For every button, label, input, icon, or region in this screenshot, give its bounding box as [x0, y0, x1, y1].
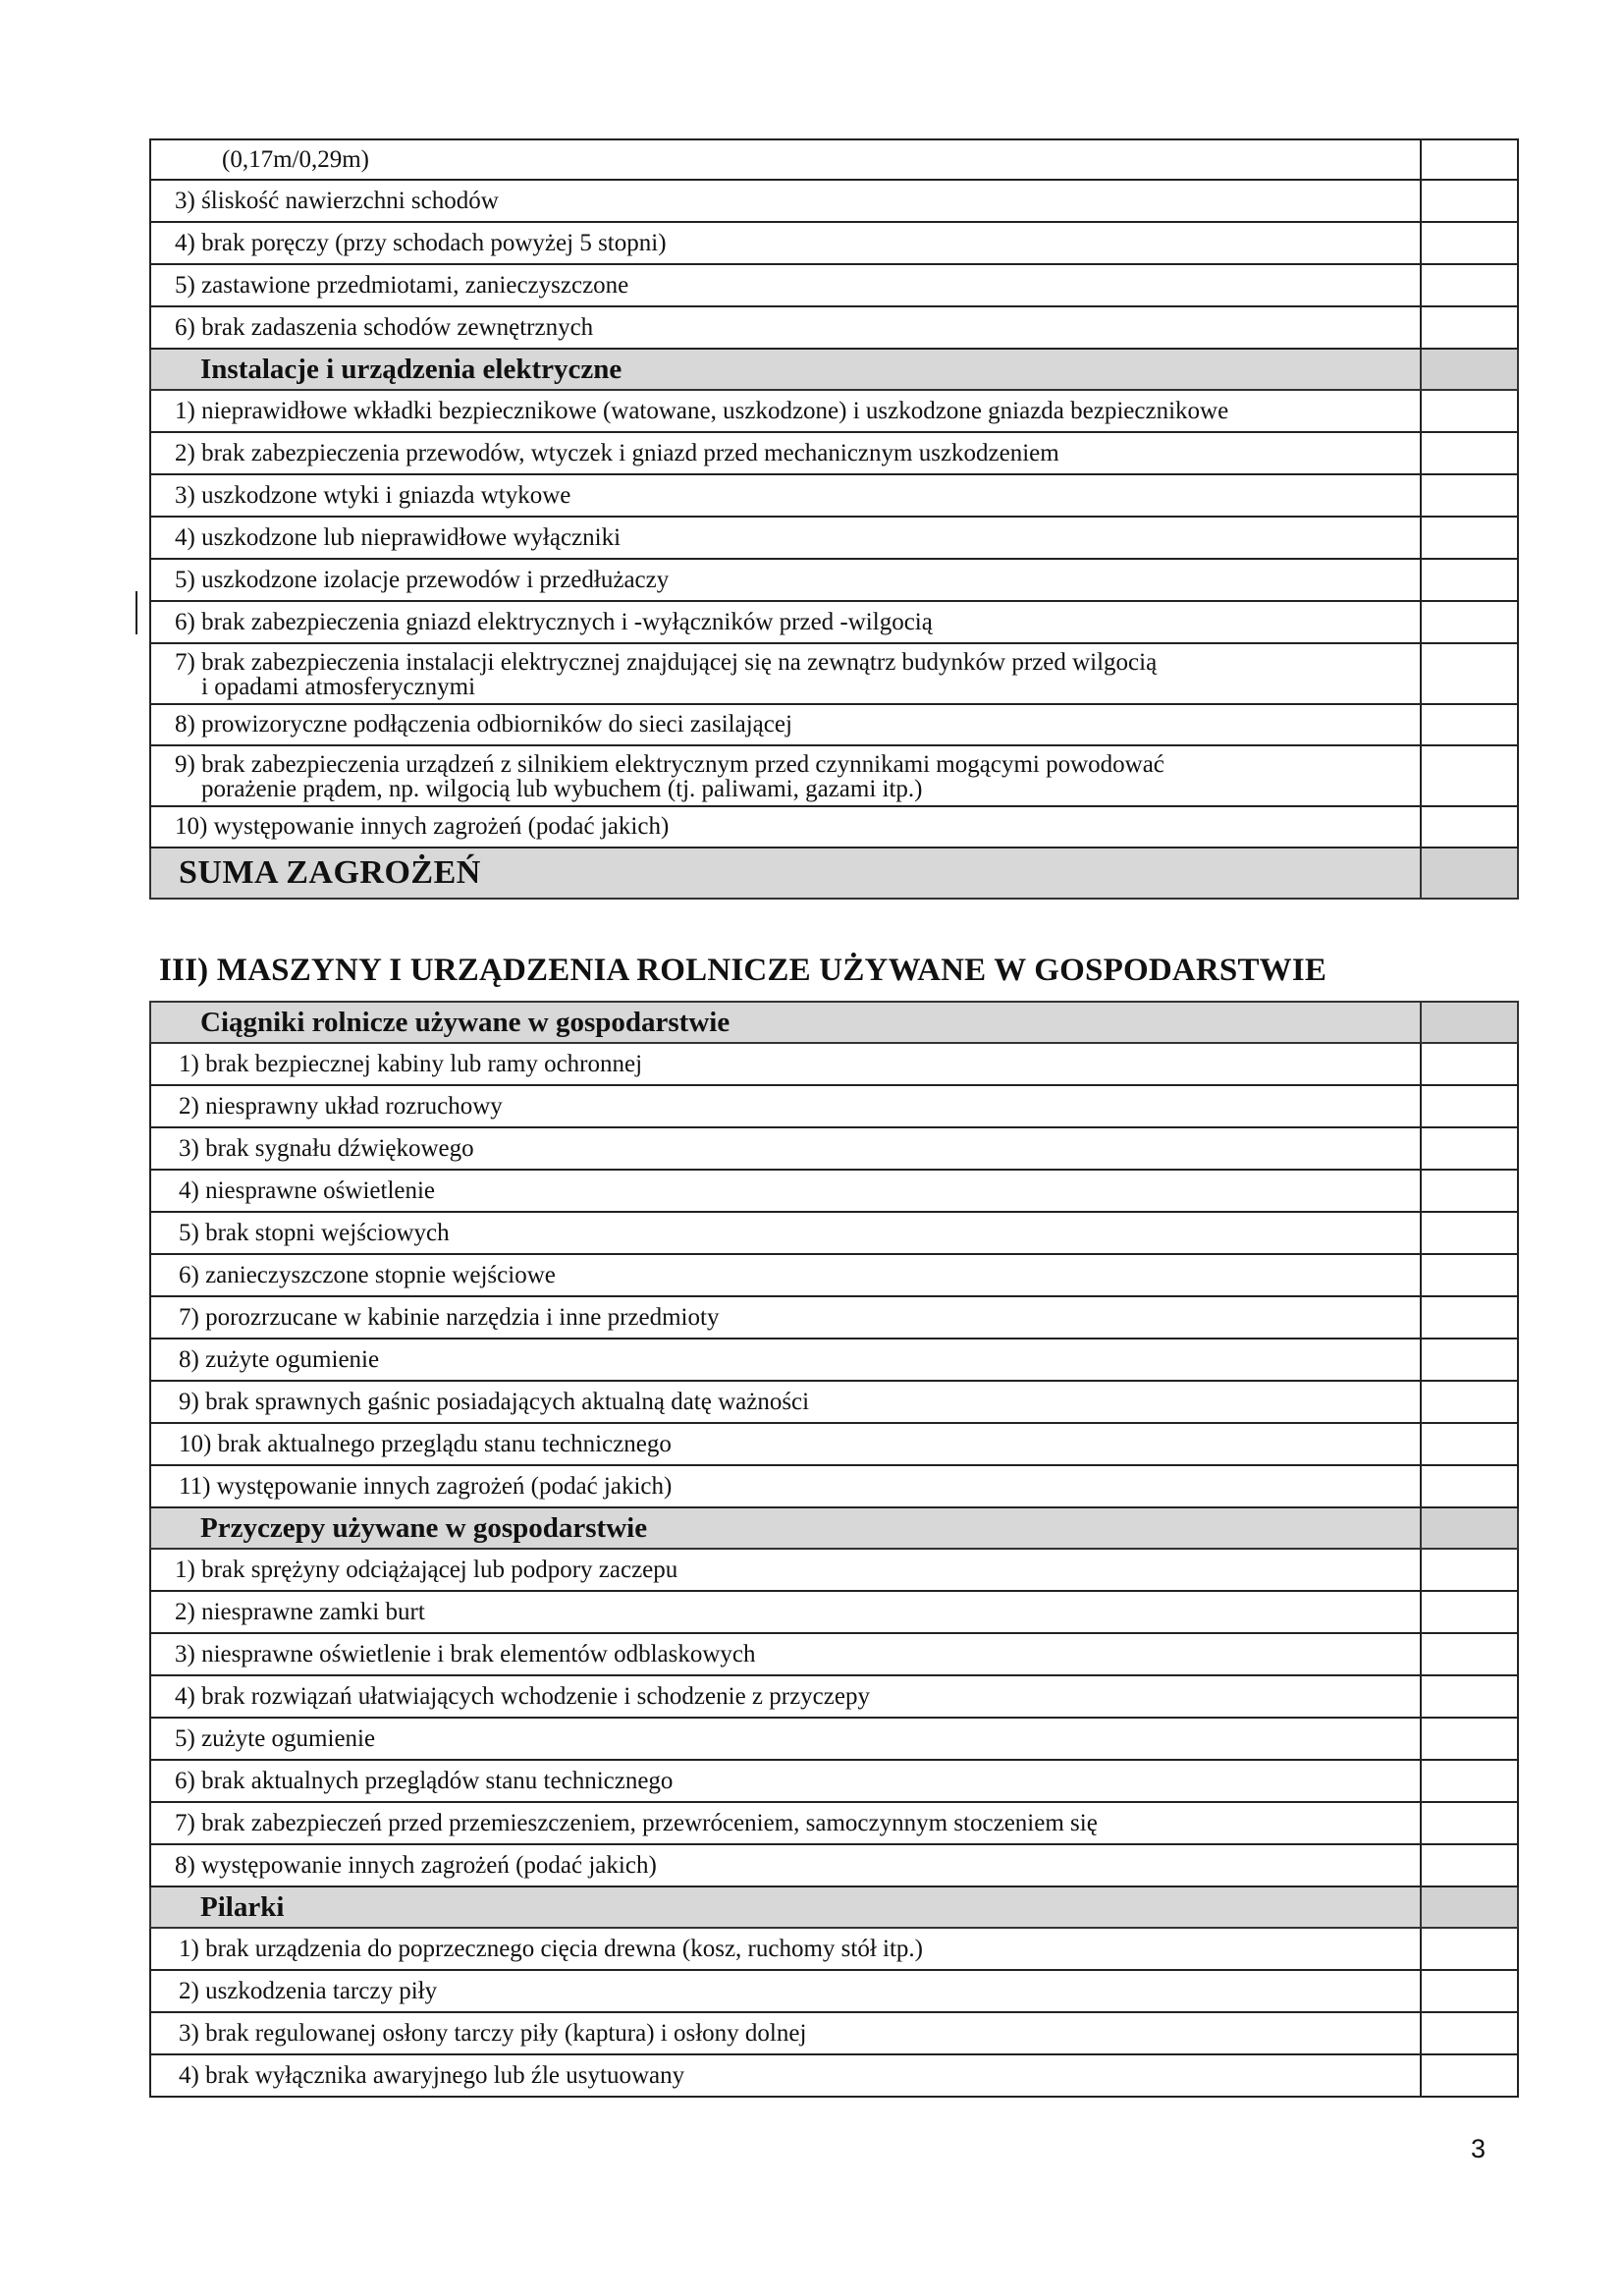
answer-cell[interactable]: [1421, 1970, 1518, 2012]
answer-cell[interactable]: [1421, 704, 1518, 745]
answer-cell[interactable]: [1421, 390, 1518, 432]
table-row: [150, 1127, 1518, 1170]
table-row: [150, 1844, 1518, 1886]
row-text: 6) brak zadaszenia schodów zewnętrznych: [150, 306, 1421, 349]
row-text: 3) śliskość nawierzchni schodów: [150, 180, 1421, 222]
row-text: 2) niesprawny układ rozruchowy: [150, 1085, 1421, 1127]
table-row: [150, 1423, 1518, 1465]
row-text: 9) brak zabezpieczenia urządzeń z silnikiem elektrycznym przed czynnikami mogącymi powodować: [175, 750, 1164, 778]
row-text: 6) zanieczyszczone stopnie wejściowe: [150, 1254, 1421, 1296]
table-row: [150, 1633, 1518, 1675]
table-row: [150, 1718, 1518, 1760]
table-row: [150, 601, 1518, 643]
table-row: [150, 704, 1518, 745]
table-row: [150, 1296, 1518, 1339]
answer-cell[interactable]: [1421, 1423, 1518, 1465]
table-row: [150, 222, 1518, 264]
table-row: [150, 643, 1518, 704]
row-text: 2) uszkodzenia tarczy piły: [150, 1970, 1421, 2012]
answer-cell[interactable]: [1421, 1127, 1518, 1170]
row-text: 11) występowanie innych zagrożeń (podać jakich): [150, 1465, 1421, 1507]
answer-cell[interactable]: [1421, 517, 1518, 559]
row-text: 7) porozrzucane w kabinie narzędzia i inne przedmioty: [150, 1296, 1421, 1339]
answer-cell[interactable]: [1421, 1043, 1518, 1085]
answer-cell[interactable]: [1421, 1675, 1518, 1718]
table-row: [150, 306, 1518, 349]
section-header-saws: Pilarki: [150, 1886, 1421, 1928]
row-text: 3) brak regulowanej osłony tarczy piły (kaptura) i osłony dolnej: [150, 2012, 1421, 2054]
header-box: [1421, 1002, 1518, 1043]
header-box: [1421, 1886, 1518, 1928]
row-text: 4) brak rozwiązań ułatwiających wchodzenie i schodzenie z przyczepy: [150, 1675, 1421, 1718]
answer-cell[interactable]: [1421, 601, 1518, 643]
answer-cell[interactable]: [1421, 1296, 1518, 1339]
row-text-continuation: i opadami atmosferycznymi: [201, 673, 476, 700]
table-row: [150, 2054, 1518, 2097]
table-row: [150, 432, 1518, 474]
table-row: [150, 1381, 1518, 1423]
section-header-row: [150, 1886, 1518, 1928]
row-text: 5) uszkodzone izolacje przewodów i przedłużaczy: [150, 559, 1421, 601]
table-row: [150, 1043, 1518, 1085]
row-text: 2) brak zabezpieczenia przewodów, wtyczek i gniazd przed mechanicznym uszkodzeniem: [150, 432, 1421, 474]
row-text: 4) niesprawne oświetlenie: [150, 1170, 1421, 1212]
answer-cell[interactable]: [1421, 1212, 1518, 1254]
row-text: 4) brak wyłącznika awaryjnego lub źle usytuowany: [150, 2054, 1421, 2097]
table-row: [150, 1760, 1518, 1802]
section-title: III) MASZYNY I URZĄDZENIA ROLNICZE UŻYWANE W GOSPODARSTWIE: [159, 953, 1327, 988]
table-row: [150, 180, 1518, 222]
section-header-tractors: Ciągniki rolnicze używane w gospodarstwie: [150, 1002, 1421, 1043]
answer-cell[interactable]: [1421, 1339, 1518, 1381]
answer-cell[interactable]: [1421, 139, 1518, 180]
table-row: [150, 390, 1518, 432]
table-row: [150, 1212, 1518, 1254]
row-text: (0,17m/0,29m): [150, 139, 1421, 180]
row-text: 3) brak sygnału dźwiękowego: [150, 1127, 1421, 1170]
section-header-row: [150, 349, 1518, 390]
row-text: 6) brak zabezpieczenia gniazd elektrycznych i -wyłączników przed -wilgocią: [150, 601, 1421, 643]
row-text: 8) występowanie innych zagrożeń (podać jakich): [150, 1844, 1421, 1886]
sum-row: [150, 847, 1518, 899]
section-header-trailers: Przyczepy używane w gospodarstwie: [150, 1507, 1421, 1549]
row-text: 1) brak sprężyny odciążającej lub podpory zaczepu: [150, 1549, 1421, 1591]
margin-mark: [135, 591, 137, 634]
table-row: [150, 1085, 1518, 1127]
section-header-row: [150, 1002, 1518, 1043]
table-row: [150, 745, 1518, 806]
answer-cell[interactable]: [1421, 222, 1518, 264]
answer-cell[interactable]: [1421, 1465, 1518, 1507]
row-text: 8) zużyte ogumienie: [150, 1339, 1421, 1381]
table-row: [150, 559, 1518, 601]
table-row: [150, 1339, 1518, 1381]
answer-cell[interactable]: [1421, 1802, 1518, 1844]
row-text: 1) nieprawidłowe wkładki bezpiecznikowe (watowane, uszkodzone) i uszkodzone gniazda bezpiecznikowe: [150, 390, 1421, 432]
table-row: [150, 1970, 1518, 2012]
answer-cell[interactable]: [1421, 1549, 1518, 1591]
row-text: 10) brak aktualnego przeglądu stanu technicznego: [150, 1423, 1421, 1465]
answer-cell[interactable]: [1421, 1591, 1518, 1633]
sum-label: SUMA ZAGROŻEŃ: [150, 847, 1421, 899]
answer-cell[interactable]: [1421, 1928, 1518, 1970]
answer-cell[interactable]: [1421, 306, 1518, 349]
answer-cell[interactable]: [1421, 2054, 1518, 2097]
row-text: 7) brak zabezpieczeń przed przemieszczeniem, przewróceniem, samoczynnym stoczeniem się: [150, 1802, 1421, 1844]
answer-cell[interactable]: [1421, 2012, 1518, 2054]
sum-cell[interactable]: [1421, 847, 1518, 899]
row-text: 10) występowanie innych zagrożeń (podać jakich): [150, 806, 1421, 847]
answer-cell[interactable]: [1421, 643, 1518, 704]
table-row: [150, 1549, 1518, 1591]
section-header-electrical: Instalacje i urządzenia elektryczne: [150, 349, 1421, 390]
row-text: 1) brak urządzenia do poprzecznego cięcia drewna (kosz, ruchomy stół itp.): [150, 1928, 1421, 1970]
row-text: 5) zużyte ogumienie: [150, 1718, 1421, 1760]
row-text: 7) brak zabezpieczenia instalacji elektrycznej znajdującej się na zewnątrz budynków przed wilgocią: [175, 648, 1158, 676]
row-text: 4) brak poręczy (przy schodach powyżej 5 stopni): [150, 222, 1421, 264]
row-text: 5) zastawione przedmiotami, zanieczyszczone: [150, 264, 1421, 306]
table-row: [150, 806, 1518, 847]
row-text-continuation: porażenie prądem, np. wilgocią lub wybuchem (tj. paliwami, gazami itp.): [201, 775, 923, 802]
table-row: [150, 1170, 1518, 1212]
table-row: [150, 1591, 1518, 1633]
table-row: [150, 139, 1518, 180]
row-text: 8) prowizoryczne podłączenia odbiorników do sieci zasilającej: [150, 704, 1421, 745]
header-box: [1421, 349, 1518, 390]
table-row: [150, 1254, 1518, 1296]
row-text: 4) uszkodzone lub nieprawidłowe wyłączniki: [150, 517, 1421, 559]
answer-cell[interactable]: [1421, 1254, 1518, 1296]
table-row: [150, 474, 1518, 517]
table-row: [150, 1675, 1518, 1718]
answer-cell[interactable]: [1421, 806, 1518, 847]
row-text-multiline: [150, 745, 1421, 806]
row-text: 3) uszkodzone wtyki i gniazda wtykowe: [150, 474, 1421, 517]
row-text: 1) brak bezpiecznej kabiny lub ramy ochronnej: [150, 1043, 1421, 1085]
row-text: 3) niesprawne oświetlenie i brak elementów odblaskowych: [150, 1633, 1421, 1675]
row-text: 6) brak aktualnych przeglądów stanu technicznego: [150, 1760, 1421, 1802]
table-row: [150, 1928, 1518, 1970]
answer-cell[interactable]: [1421, 1760, 1518, 1802]
table-row: [150, 1802, 1518, 1844]
table-row: [150, 2012, 1518, 2054]
answer-cell[interactable]: [1421, 1718, 1518, 1760]
hazard-table-part-1: [149, 138, 1519, 900]
answer-cell[interactable]: [1421, 1844, 1518, 1886]
table-row: [150, 1465, 1518, 1507]
page-number: 3: [1471, 2134, 1487, 2163]
row-text-multiline: [150, 643, 1421, 704]
header-box: [1421, 1507, 1518, 1549]
answer-cell[interactable]: [1421, 745, 1518, 806]
answer-cell[interactable]: [1421, 559, 1518, 601]
row-text: 9) brak sprawnych gaśnic posiadających aktualną datę ważności: [150, 1381, 1421, 1423]
answer-cell[interactable]: [1421, 180, 1518, 222]
answer-cell[interactable]: [1421, 1170, 1518, 1212]
machinery-table: [149, 1001, 1519, 2098]
row-text: 2) niesprawne zamki burt: [150, 1591, 1421, 1633]
answer-cell[interactable]: [1421, 474, 1518, 517]
section-header-row: [150, 1507, 1518, 1549]
row-text: 5) brak stopni wejściowych: [150, 1212, 1421, 1254]
answer-cell[interactable]: [1421, 1633, 1518, 1675]
table-row: [150, 517, 1518, 559]
answer-cell[interactable]: [1421, 264, 1518, 306]
table-row: [150, 264, 1518, 306]
answer-cell[interactable]: [1421, 1381, 1518, 1423]
answer-cell[interactable]: [1421, 1085, 1518, 1127]
answer-cell[interactable]: [1421, 432, 1518, 474]
